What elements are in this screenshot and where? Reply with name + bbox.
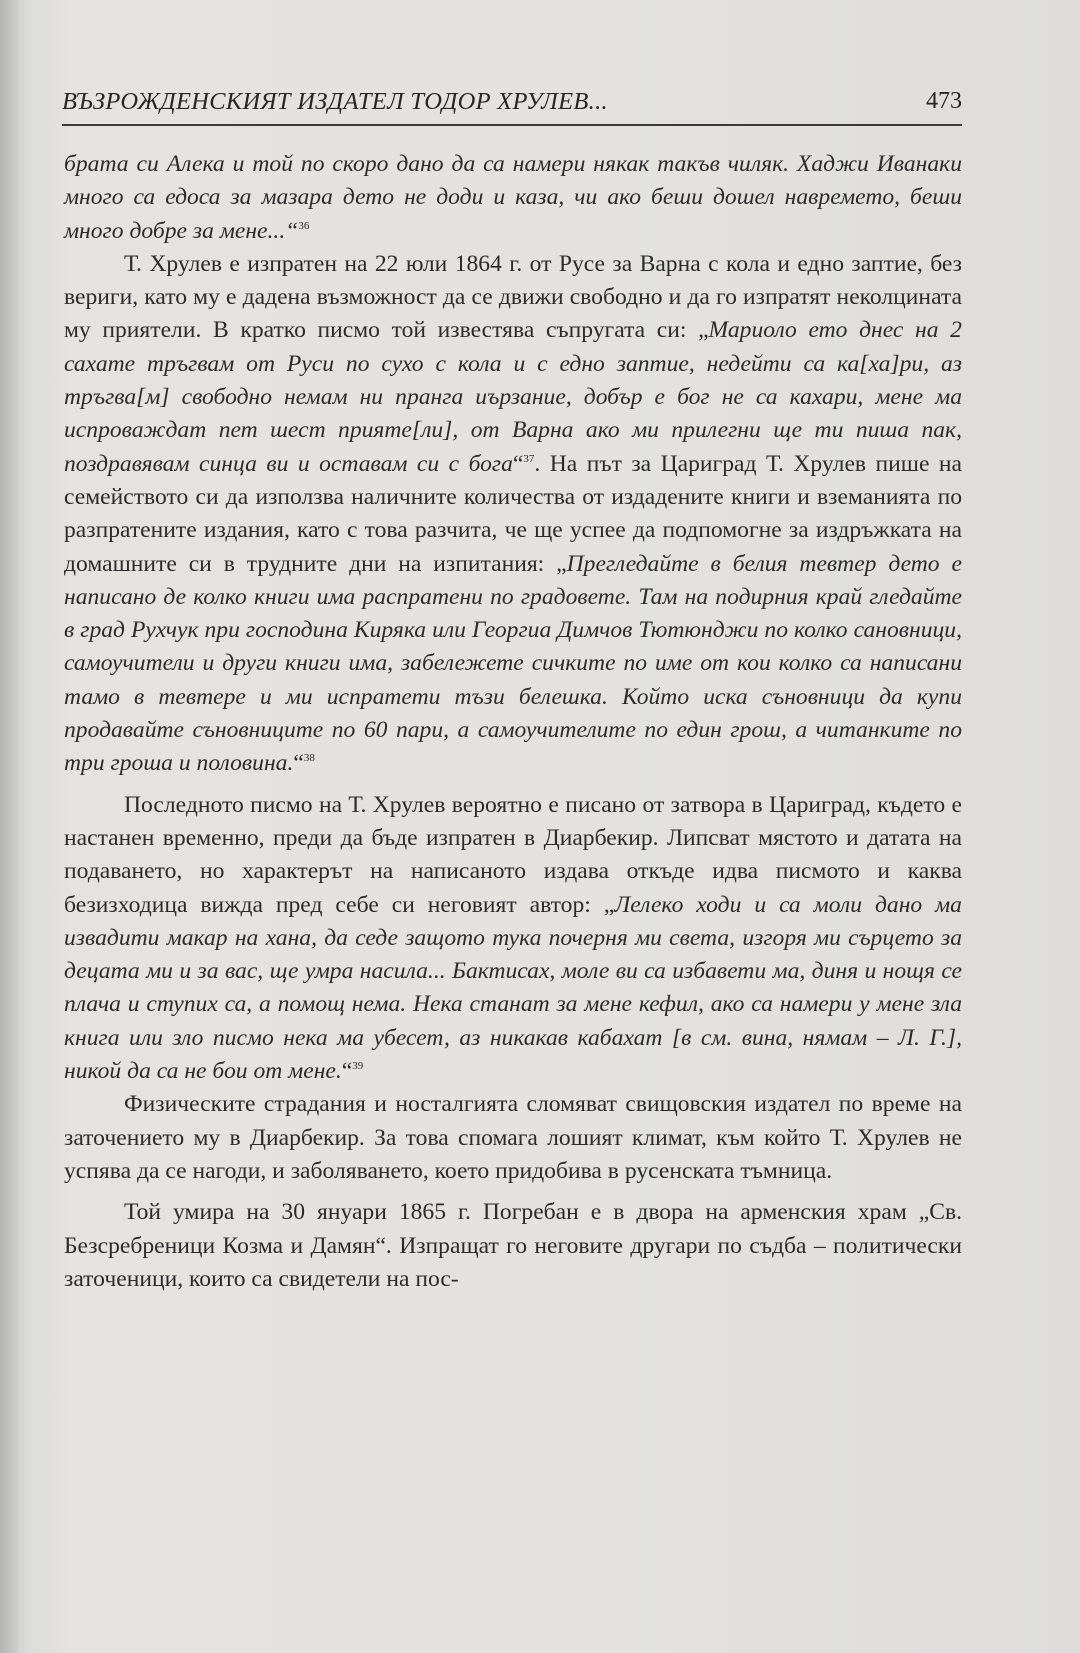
- footnote-marker: 39: [352, 1060, 364, 1073]
- page-gutter-shadow: [0, 0, 18, 1653]
- paragraph-text: “: [341, 1058, 353, 1085]
- footnote-marker: 38: [303, 752, 315, 765]
- quoted-letter-text: брата си Алека и той по скоро дано да са намери някак такъв чиляк. Хаджи Иванаки много са едоса за мазара дето не доди и каза, чи ако беши дошел навремето, беши много добре за мене...“: [64, 151, 962, 244]
- footnote-marker: 36: [298, 219, 310, 232]
- quoted-letter-text: Прегледайте в белия тевтер дето е написано де колко книги има распратени по градовете. Там на подирния край гледайте в град Рухчук при господина Киряка или Георгиа Димчов Тютюнджи по колко сановници, самоучители и други книги има, забележете сичките по име от кои колко са написани тамо в тевтере и ми испратети тъзи белешка. Който иска съновници да купи продавайте съновниците по 60 пари, а самоучителите по един грош, а читанките по три гроша и половина.: [64, 550, 962, 777]
- footnote-marker: 37: [523, 452, 535, 465]
- quoted-letter-text: Лелеко ходи и са моли дано ма извадити макар на хана, да седе защото тука почерня ми света, изгоря ми сърцето за децата ми и за вас, ще умра насила... Бактисах, моле ви са избавети ма, диня и нощя се плача и ступих са, а помощ нема. Нека станат за мене кефил, ако са намери у мене зла книга или зло писмо нека ма убесет, аз никакав кабахат [в см. вина, нямам – Л. Г.], никой да са не бои от мене.: [64, 891, 962, 1085]
- paragraph-1: [64, 148, 962, 248]
- paragraph-3: [64, 789, 962, 1089]
- paragraph-text: Физическите страдания и носталгията сломяват свищовския издател по време на заточението му в Диарбекир. За това спомага лошият климат, към който Т. Хрулев не успява да се нагоди, и заболяването, което придобива в русенската тъмница.: [64, 1091, 962, 1184]
- paragraph-text: Той умира на 30 януари 1865 г. Погребан е в двора на арменския храм „Св. Безсребреници Козма и Дамян“. Изпращат го неговите другари по съдба – политически заточеници, които са свидетели на пос-: [64, 1199, 962, 1292]
- running-header-title: ВЪЗРОЖДЕНСКИЯТ ИЗДАТЕЛ ТОДОР ХРУЛЕВ...: [62, 88, 608, 115]
- paragraph-5: [64, 1196, 962, 1296]
- running-header: [62, 88, 962, 128]
- paragraph-text: “: [512, 450, 524, 477]
- quoted-letter-text: Мариоло ето днес на 2 сахате тръгвам от Руси по сухо с кола и с едно заптие, недейти са ка[ха]ри, аз тръгва[м] свободно немам ни пранга иързание, добър е бог не са кахари, мене ма испроваждат пет шест приятe[ли], от Варна ако ми прилегни ще ти пиша пак, поздравявам синца ви и оставам си с бога: [64, 317, 962, 477]
- paragraph-text: . На път за Цариград Т. Хрулев пише на семейството си да използва наличните количества от издадените книги и вземанията по разпратените издания, като с това разчита, че ще успее да подпомогне за издръжката на домашните си в трудните дни на изпитания: „: [64, 450, 962, 577]
- paragraph-text: “: [293, 750, 304, 777]
- paragraph-text: Последното писмо на Т. Хрулев вероятно е писано от затвора в Цариград, където е настанен временно, преди да бъде изпратен в Диарбекир. Липсват мястото и датата на подаването, но характерът на написаното издава откъде идва писмото и каква безизходица вижда пред себе си неговият автор: „: [64, 791, 962, 918]
- paragraph-4: [64, 1088, 962, 1188]
- page-number: 473: [926, 88, 962, 114]
- paragraph-text: Т. Хрулев е изпратен на 22 юли 1864 г. от Русе за Варна с кола и едно заптие, без вериги, като му е дадена възможност да се движи свободно и да го изпратят неколцината му приятели. В кратко писмо той известява съпругата си: „: [64, 250, 962, 344]
- paragraph-2: [64, 248, 962, 781]
- body-text: [64, 148, 962, 1296]
- header-rule: [62, 124, 962, 126]
